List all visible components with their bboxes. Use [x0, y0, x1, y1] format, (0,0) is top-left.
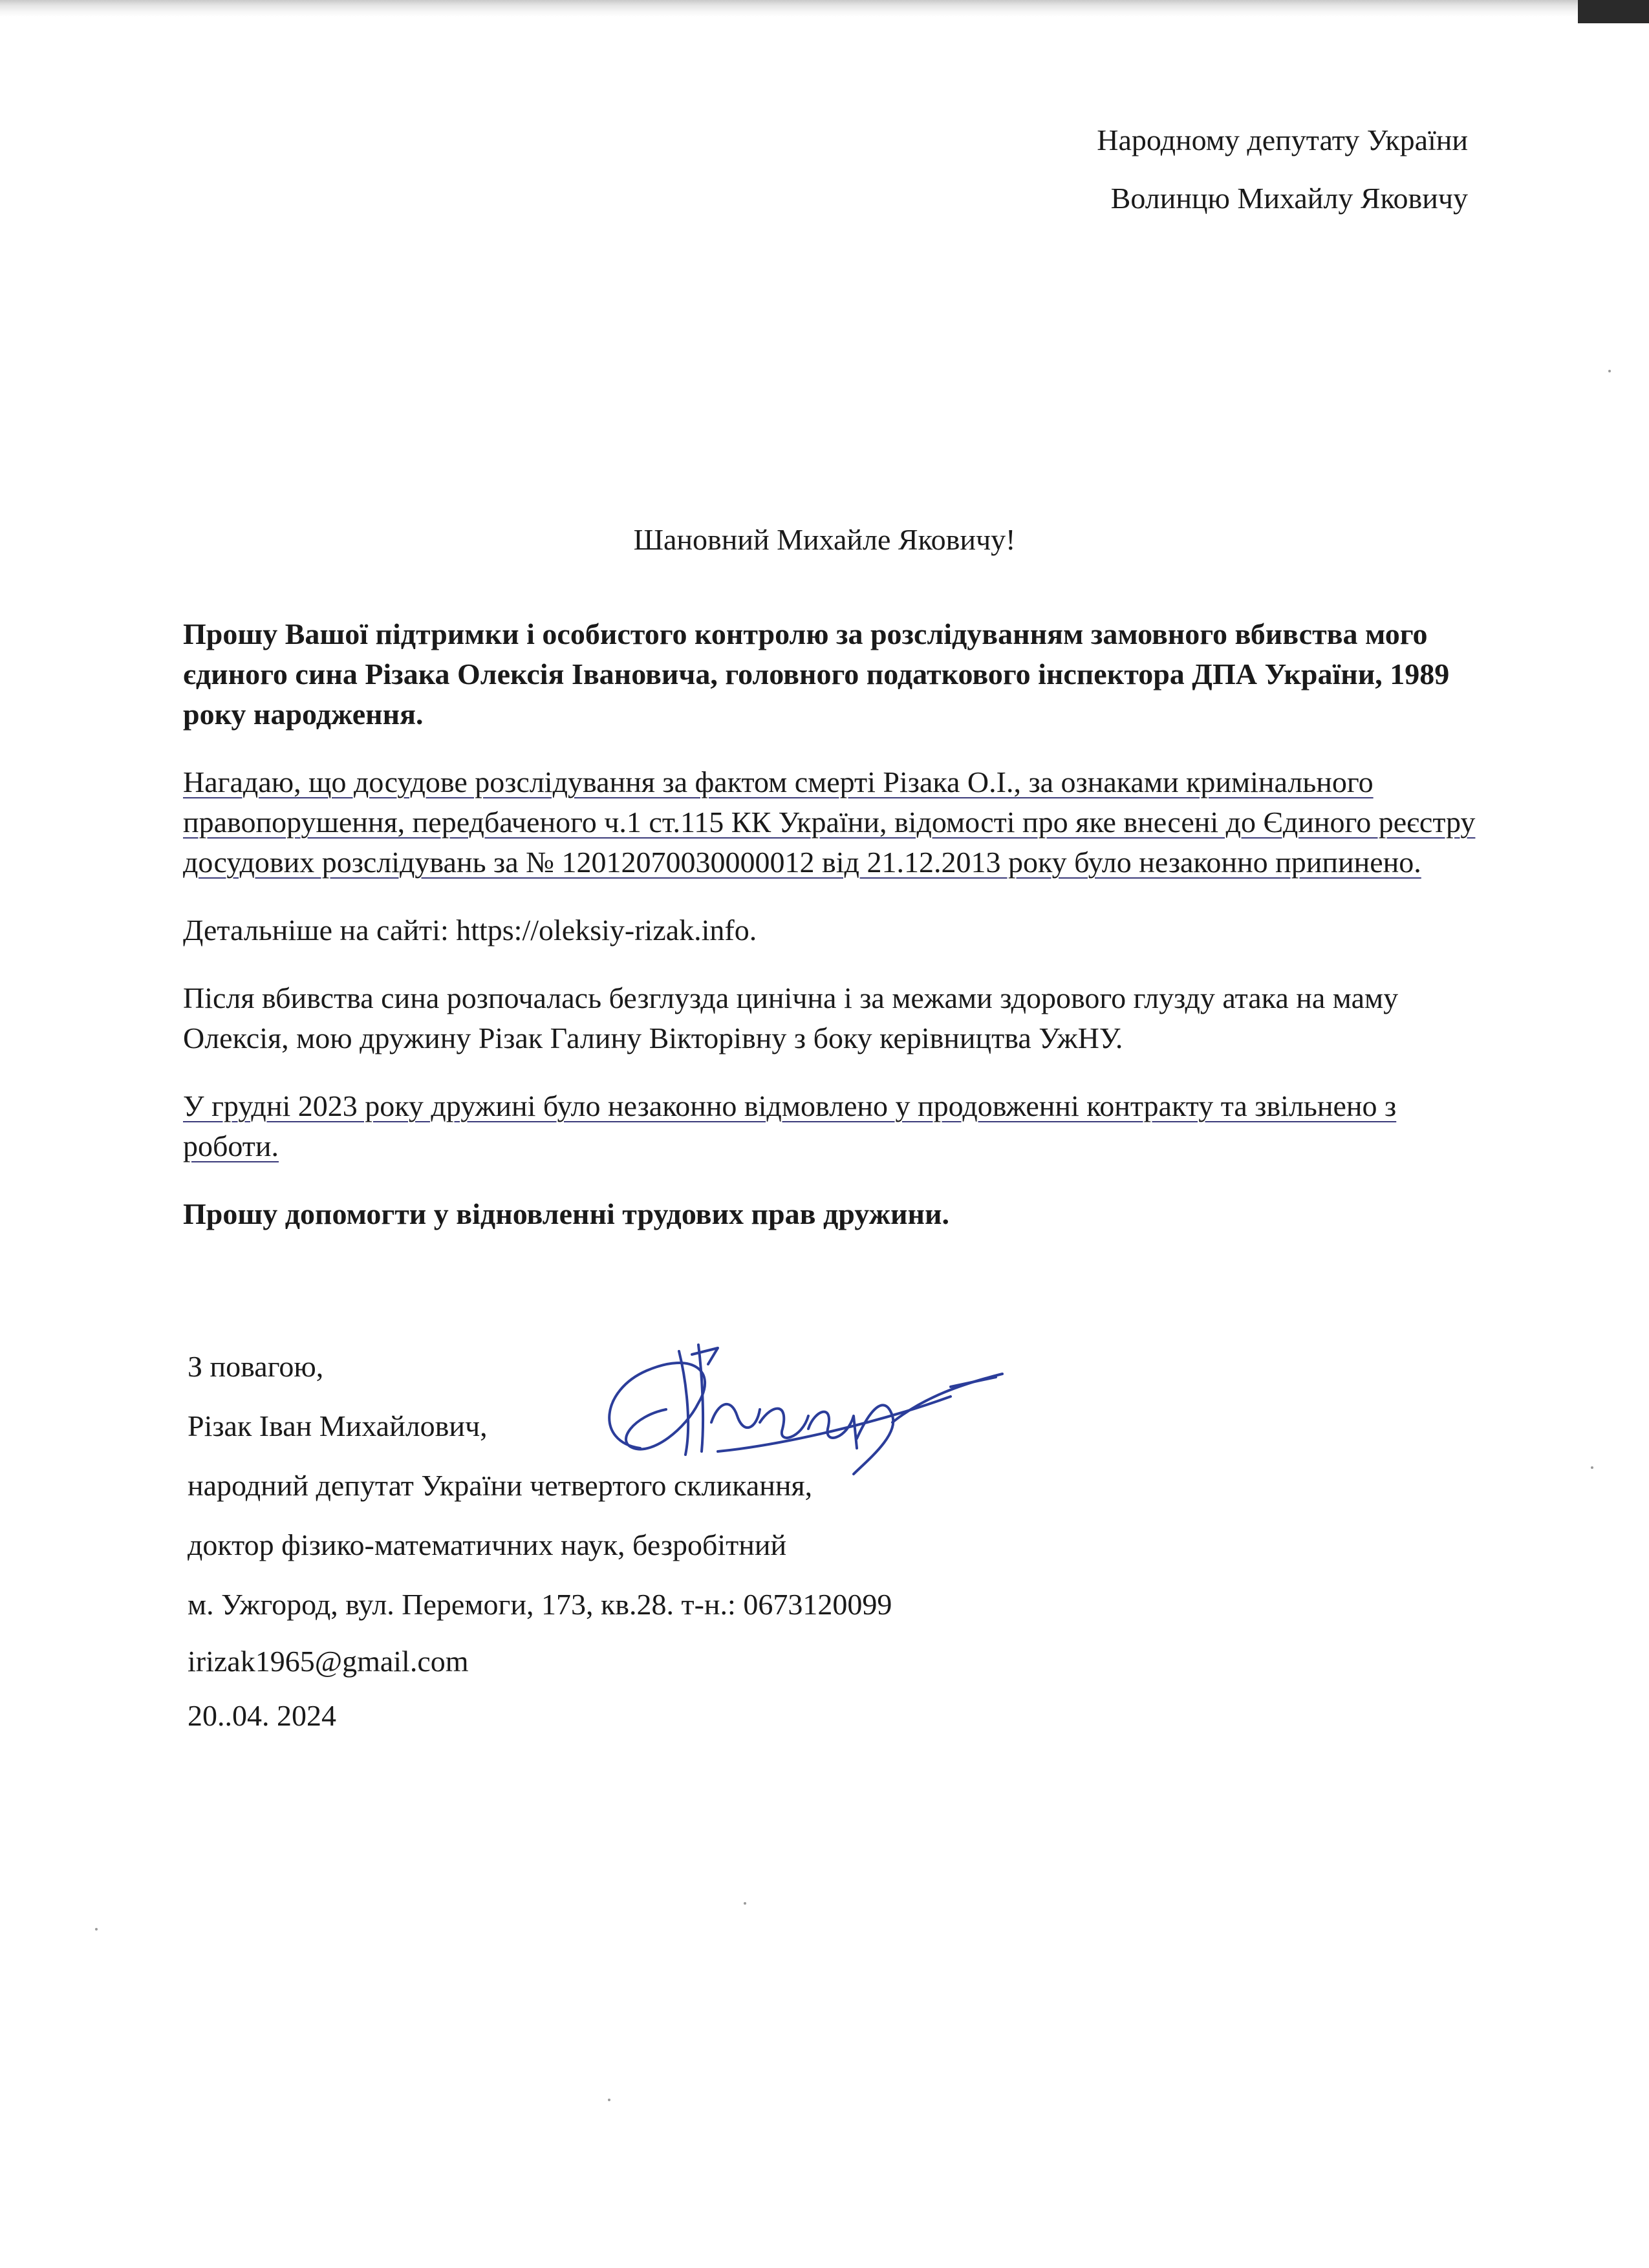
- final-request-paragraph: Прошу допомогти у відновленні трудових прав дружини.: [183, 1197, 949, 1230]
- sender-address: м. Ужгород, вул. Перемоги, 173, кв.28. т-н.: 0673120099: [188, 1588, 892, 1621]
- scan-speck: [1608, 370, 1611, 372]
- sender-title-2: доктор фізико-математичних наук, безробітний: [188, 1528, 787, 1561]
- scan-corner-mark: [1578, 0, 1649, 23]
- scan-edge-shadow: [0, 0, 1649, 17]
- website-paragraph: Детальніше на сайті: https://oleksiy-rizak.info.: [183, 914, 757, 947]
- scan-speck: [608, 2099, 610, 2101]
- sender-title-1: народний депутат України четвертого скликання,: [188, 1469, 813, 1502]
- handwritten-signature: [588, 1325, 1009, 1481]
- dismissal-text: У грудні 2023 року дружині було незаконно відмовлено у продовженні контракту та звільнено з роботи.: [183, 1089, 1397, 1162]
- investigation-paragraph: [183, 762, 1489, 883]
- sender-name: Різак Іван Михайлович,: [188, 1409, 488, 1442]
- letter-date: 20..04. 2024: [188, 1699, 336, 1732]
- scan-speck: [1591, 1466, 1593, 1469]
- addressee-block: [1097, 111, 1468, 228]
- scan-speck: [95, 1928, 98, 1931]
- investigation-text: Нагадаю, що досудове розслідування за фактом смерті Різака О.І., за ознаками кримінального правопорушення, передбаченого ч.1 ст.115 КК України, відомості про яке внесені до Єдиного реєстру досудових розслідувань за № 12012070030000012 від 21.12.2013 року було незаконно припинено.: [183, 765, 1476, 879]
- attack-paragraph: Після вбивства сина розпочалась безглузда цинічна і за межами здорового глузду атака на маму Олексія, мою дружину Різак Галину Вікторівну з боку керівництва УжНУ.: [183, 981, 1399, 1054]
- sender-email: irizak1965@gmail.com: [188, 1645, 469, 1678]
- closing-regards: З повагою,: [188, 1350, 324, 1383]
- request-paragraph: Прошу Вашої підтримки і особистого контролю за розслідуванням замовного вбивства мого єдиного сина Різака Олексія Івановича, головного податкового інспектора ДПА України, 1989 року народження.: [183, 617, 1450, 731]
- dismissal-paragraph: [183, 1086, 1489, 1166]
- addressee-line-1: Народному депутату України: [1097, 123, 1468, 156]
- addressee-line-2: Волинцю Михайлу Яковичу: [1110, 182, 1468, 215]
- letter-body: [183, 614, 1489, 1262]
- salutation: Шановний Михайле Яковичу!: [633, 523, 1016, 556]
- scan-speck: [744, 1902, 746, 1905]
